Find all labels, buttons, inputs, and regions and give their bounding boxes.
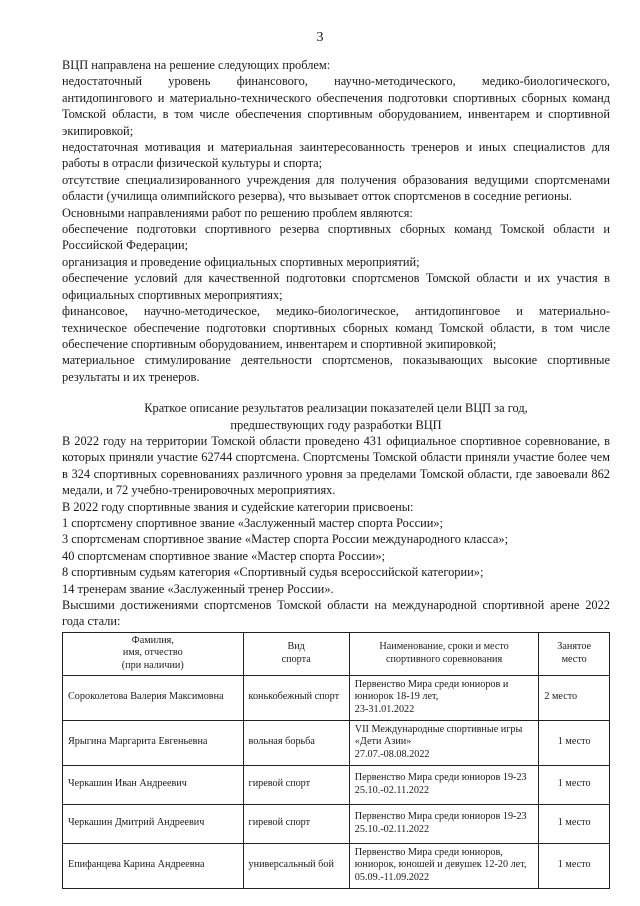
header-competition: Наименование, сроки и место спортивного соревнования [349,632,539,675]
sport-type: вольная борьба [243,720,349,765]
problem-item: отсутствие специализированного учреждения для получения образования ведущими спортсменами области (училища олимпийского резерва), что вызывает отток спортсменов в соседние регионы. [62,172,610,204]
direction-item: финансовое, научно-методическое, медико-биологическое, антидопинговое и материально-техническое обеспечение подготовки спортивных сборных команд Томской области, в том числе обеспечение спортивным оборудованием, инвентарем и спортивной экипировкой; [62,304,610,351]
table-row [63,675,610,720]
title-item: 14 тренерам звание «Заслуженный тренер России». [62,581,334,596]
competition-info: Первенство Мира среди юниоров и юниорок 18-19 лет, 23-31.01.2022 [349,675,539,720]
header-sport: Вид спорта [243,632,349,675]
athlete-name: Сороколетова Валерия Максимовна [63,675,244,720]
table-row [63,843,610,888]
competition-info: Первенство Мира среди юниоров 19-23 25.10.-02.11.2022 [349,804,539,843]
athlete-name: Черкашин Дмитрий Андреевич [63,804,244,843]
page-number: 3 [316,30,324,45]
title-item: 1 спортсмену спортивное звание «Заслуженный мастер спорта России»; [62,515,444,530]
place-taken: 1 место [539,765,610,804]
section-title-line: предшествующих году разработки ВЦП [230,417,442,432]
sport-type: гиревой спорт [243,804,349,843]
header-name: Фамилия, имя, отчество (при наличии) [63,632,244,675]
document-body [62,57,610,889]
place-taken: 1 место [539,804,610,843]
table-row [63,765,610,804]
achievements-table [62,632,610,889]
problem-item: недостаточная мотивация и материальная заинтересованность тренеров и иных специалистов для работы в отрасли физической культуры и спорта; [62,140,610,171]
titles-intro: В 2022 году спортивные звания и судейские категории присвоены: [62,499,414,514]
direction-item: организация и проведение официальных спортивных мероприятий; [62,254,420,269]
problem-item: недостаточный уровень финансового, научно-методического, медико-биологического, антидопингового и материально-технического обеспечения подготовки спортивных сборных команд Томской области, в том числе обеспечения спортивным оборудованием, инвентарем и спортивной экипировкой; [62,74,610,138]
header-place: Занятое место [539,632,610,675]
direction-item: обеспечение условий для качественной подготовки спортсменов Томской области и их участия в официальных спортивных мероприятиях; [62,271,610,302]
directions-intro: Основными направлениями работ по решению проблем являются: [62,205,413,220]
place-taken: 1 место [539,720,610,765]
title-item: 40 спортсменам спортивное звание «Мастер спорта России»; [62,548,386,563]
direction-item: материальное стимулирование деятельности спортсменов, показывающих высокие спортивные результаты и их тренеров. [62,353,610,384]
direction-item: обеспечение подготовки спортивного резерва спортивных сборных команд Томской области и Российской Федерации; [62,222,610,253]
title-item: 8 спортивным судьям категория «Спортивный судья всероссийской категории»; [62,565,484,580]
problems-intro: ВЦП направлена на решение следующих проблем: [62,58,331,72]
results-summary: В 2022 году на территории Томской области проведено 431 официальное спортивное соревнование, в которых приняли участие 62744 спортсмена. Спортсмены Томской области приняли участие более чем в 324 спортивных соревнованиях различного уровня за пределами Томской области, где завоевали 862 медали, и 72 учебно-тренировочных мероприятиях. [62,433,610,498]
athlete-name: Ярыгина Маргарита Евгеньевна [63,720,244,765]
competition-info: VII Международные спортивные игры «Дети Азии» 27.07.-08.08.2022 [349,720,539,765]
competition-info: Первенство Мира среди юниоров, юниорок, юношей и девушек 12-20 лет, 05.09.-11.09.2022 [349,843,539,888]
athlete-name: Епифанцева Карина Андреевна [63,843,244,888]
sport-type: гиревой спорт [243,765,349,804]
table-row [63,720,610,765]
athlete-name: Черкашин Иван Андреевич [63,765,244,804]
place-taken: 1 место [539,843,610,888]
competition-info: Первенство Мира среди юниоров 19-23 25.10.-02.11.2022 [349,765,539,804]
achievements-intro: Высшими достижениями спортсменов Томской области на международной спортивной арене 2022 года стали: [62,598,610,629]
section-title [62,400,610,433]
section-title-line: Краткое описание результатов реализации показателей цели ВЦП за год, [144,401,528,416]
table-row [63,804,610,843]
title-item: 3 спортсменам спортивное звание «Мастер спорта России международного класса»; [62,532,509,547]
table-header-row [63,632,610,675]
sport-type: универсальный бой [243,843,349,888]
sport-type: конькобежный спорт [243,675,349,720]
place-taken: 2 место [539,675,610,720]
